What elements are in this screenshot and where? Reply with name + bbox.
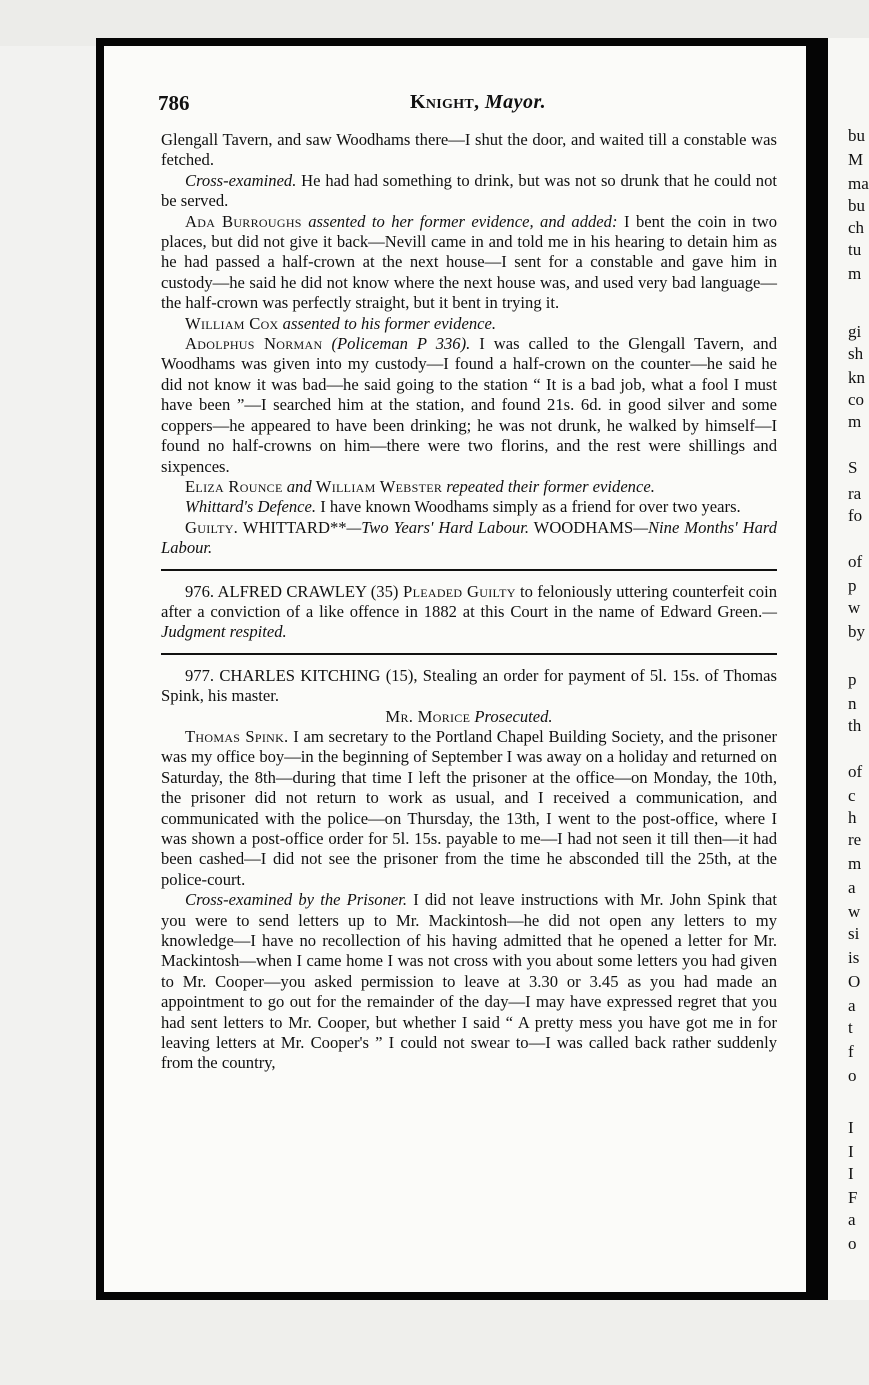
facing-page-fragment: M xyxy=(848,150,864,169)
witness-name: Thomas Spink. xyxy=(185,726,289,746)
running-head: Knight, Mayor. xyxy=(410,91,547,113)
facing-page-fragment: of xyxy=(848,552,863,571)
facing-page-fragment: O xyxy=(848,972,861,991)
facing-page-fragment: w xyxy=(848,902,861,921)
sentence: —Two Years' Hard Labour. xyxy=(346,517,529,537)
facing-page-fragment: gi xyxy=(848,322,862,341)
facing-page-fragment: is xyxy=(848,948,860,967)
paragraph xyxy=(161,171,777,212)
paragraph xyxy=(161,334,777,477)
facing-page-fragment: sh xyxy=(848,344,864,363)
sentence: —Nine Months' Hard Labour. xyxy=(161,517,778,558)
facing-page-fragment: o xyxy=(848,1066,857,1085)
defendant-name: WHITTARD** xyxy=(238,517,347,537)
case-entry xyxy=(161,666,777,707)
plea: Pleaded Guilty xyxy=(398,581,516,601)
paragraph xyxy=(161,314,777,334)
facing-page-fragment: t xyxy=(848,1018,853,1037)
facing-page-fragment: co xyxy=(848,390,865,409)
verdict-paragraph xyxy=(161,518,777,559)
facing-page-fragment: bu xyxy=(848,126,865,145)
facing-page-fragment: ra xyxy=(848,484,862,503)
facing-page-fragment: a xyxy=(848,996,856,1015)
facing-page-fragment: p xyxy=(848,576,857,595)
facing-page-fragment: fo xyxy=(848,506,863,525)
facing-page-fragment: kn xyxy=(848,368,865,387)
paragraph xyxy=(161,130,777,171)
facing-page-fragment: m xyxy=(848,412,862,431)
paragraph xyxy=(161,497,777,517)
case-divider xyxy=(161,569,777,571)
facing-page-fragment: by xyxy=(848,622,865,641)
stage-direction: Prosecuted. xyxy=(470,706,553,726)
facing-page-fragment: m xyxy=(848,264,862,283)
document-page xyxy=(104,46,806,1292)
case-entry xyxy=(161,582,777,643)
paragraph xyxy=(161,890,777,1074)
facing-page-fragment: I xyxy=(848,1118,854,1137)
witness-name: Eliza Rounce xyxy=(185,476,283,496)
scan-background-bottom xyxy=(0,1300,869,1385)
facing-page-fragment: of xyxy=(848,762,863,781)
facing-page-fragment: I xyxy=(848,1164,854,1183)
paragraph-text: I bent the coin in two places, but did not give it back—Nevill came in and told me in his hearing to detain him as he had passed a half-crown at the next house—I sent for a constable and gave him in custody—he said he did not know where the next house was, and used very bad language—the half-crown was perfectly straight, but it bent in trying it. xyxy=(161,211,778,313)
paragraph-text: I am secretary to the Portland Chapel Building Society, and the prisoner was my office boy—in the beginning of September I was away on a holiday and returned on Saturday, the 8th—during that time I left the prisoner at the office—on Monday, the 10th, the prisoner did not return to work as usual, and I received a communication, and communicated with the police—on Thursday, the 13th, I went to the post-office, where I was shown a post-office order for 5l. 15s. payable to me—I had not seen it till then—it had been cashed—I did not see the prisoner from the time he absconded till the 25th, at the police-court. xyxy=(161,726,778,889)
outcome: —Judgment respited. xyxy=(161,601,777,642)
counsel-name: Mr. Morice xyxy=(385,706,471,726)
case-heading: 976. ALFRED CRAWLEY (35) xyxy=(185,581,399,601)
book-gutter xyxy=(806,38,828,1300)
facing-page-fragment: si xyxy=(848,924,860,943)
paragraph xyxy=(161,212,777,314)
paragraph-text: Glengall Tavern, and saw Woodhams there—I shut the door, and waited till a constable was fetched. xyxy=(161,130,777,170)
facing-page-fragment: a xyxy=(848,1210,856,1229)
page-number: 786 xyxy=(158,91,190,115)
facing-page-edge xyxy=(828,38,869,1300)
scan-frame-bottom xyxy=(96,1292,828,1300)
paragraph-lead: Cross-examined by the Prisoner. xyxy=(185,890,408,910)
paragraph-text: I did not leave instructions with Mr. John Spink that you were to send letters up to Mr. Mackintosh—he did not open any letters to my knowledge—I have no recollection of his having admitted that he opened a letter for Mr. Mackintosh—when I came home I was not cross with you about some letters you had given to Mr. Cooper—you asked permission to leave at 3.30 or 3.45 as you had made an appointment to go out for the remainder of the day—I may have expressed regret that you had sent letters to Mr. Cooper, but whether I said “ A pretty mess you have got me in for leaving letters at Mr. Cooper's ” I could not swear to—I was called back rather suddenly from the country, xyxy=(161,890,777,1073)
facing-page-fragment: ch xyxy=(848,218,865,237)
witness-role: (Policeman P 336). xyxy=(322,334,471,354)
scan-frame-top xyxy=(96,38,806,46)
defendant-name: WOODHAMS xyxy=(529,517,634,537)
case-divider xyxy=(161,653,777,655)
facing-page-fragment: p xyxy=(848,670,857,689)
stage-direction: assented to his former evidence. xyxy=(278,313,497,333)
facing-page-fragment: f xyxy=(848,1042,854,1061)
witness-name: William Webster xyxy=(315,476,443,496)
facing-page-fragment: th xyxy=(848,716,862,735)
facing-page-fragment: a xyxy=(848,878,856,897)
conjunction: and xyxy=(282,476,316,496)
witness-name: Adolphus Norman xyxy=(185,334,323,354)
facing-page-fragment: re xyxy=(848,830,862,849)
verdict: Guilty. xyxy=(185,517,239,537)
facing-page-fragment: I xyxy=(848,1142,854,1161)
paragraph-lead: Cross-examined. xyxy=(185,170,297,190)
case-heading: 977. CHARLES KITCHING (15), Stealing an order for payment of 5l. 15s. of Thomas Spink, his master. xyxy=(161,665,777,706)
facing-page-fragment: bu xyxy=(848,196,865,215)
facing-page-fragment: S xyxy=(848,458,858,477)
stage-direction: assented to her former evidence, and added: xyxy=(301,211,618,231)
facing-page-fragment: h xyxy=(848,808,857,827)
facing-page-fragment: w xyxy=(848,598,861,617)
page-header xyxy=(158,91,778,117)
paragraph-text: I have known Woodhams simply as a friend for over two years. xyxy=(316,497,741,517)
facing-page-fragment: m xyxy=(848,854,862,873)
paragraph-text: I was called to the Glengall Tavern, and Woodhams was given into my custody—I found a half-crown on the counter—he said he did not know it was bad—he said going to the station “ It is a bad job, what a fool I must have been ”—I searched him at the station, and found 21s. 6d. in good silver and some coppers—he appeared to have been drinking; he was not drunk, he walked by himself—I found no half-crowns on him—there were two florins, and the rest were shillings and sixpences. xyxy=(161,334,777,476)
facing-page-fragment: c xyxy=(848,786,856,805)
counsel-line xyxy=(161,707,777,727)
paragraph-text: He had had something to drink, but was not so drunk that he could not be served. xyxy=(161,170,777,211)
facing-page-fragment: n xyxy=(848,694,857,713)
facing-page-fragment: tu xyxy=(848,240,862,259)
facing-page-fragment: ma xyxy=(848,174,869,193)
witness-name: William Cox xyxy=(185,313,279,333)
paragraph-lead: Whittard's Defence. xyxy=(185,497,317,517)
facing-page-fragment: F xyxy=(848,1188,858,1207)
paragraph-text: to feloniously uttering counterfeit coin after a conviction of a like offence in 1882 at this Court in the name of Edward Green. xyxy=(161,581,777,621)
page-body xyxy=(161,130,777,1074)
stage-direction: repeated their former evidence. xyxy=(442,476,655,496)
witness-name: Ada Burroughs xyxy=(185,211,302,231)
paragraph xyxy=(161,477,777,497)
paragraph xyxy=(161,727,777,890)
scan-frame-left xyxy=(96,38,104,1300)
facing-page-fragment: o xyxy=(848,1234,857,1253)
